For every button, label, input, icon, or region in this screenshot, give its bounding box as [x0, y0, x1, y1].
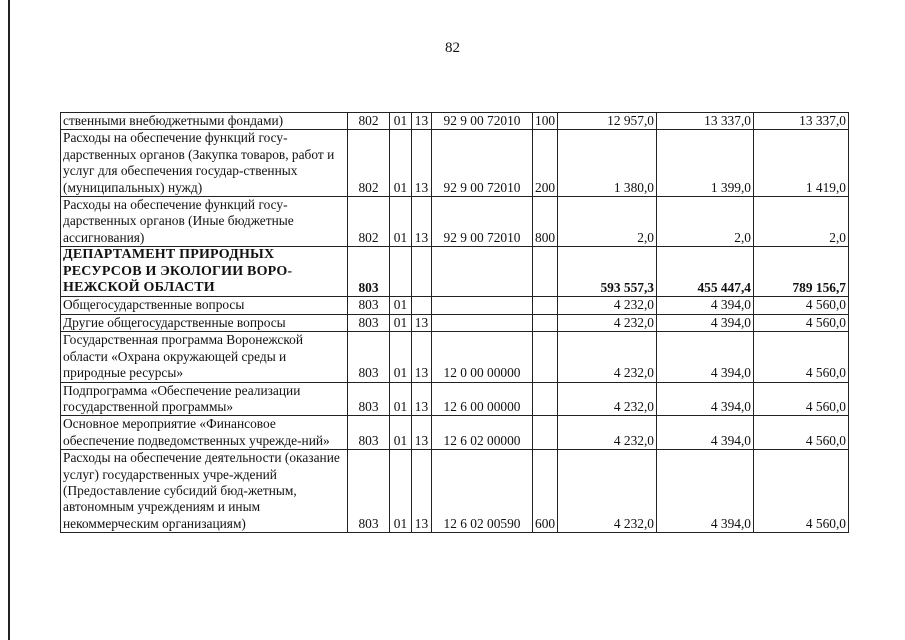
table-row	[61, 382, 849, 416]
row-target-article	[432, 314, 533, 331]
row-expense-type: 600	[533, 450, 558, 533]
row-amount-year3: 4 560,0	[754, 332, 849, 382]
row-amount-year1: 4 232,0	[558, 416, 657, 450]
row-expense-type	[533, 247, 558, 297]
row-ved-code: 803	[348, 382, 390, 416]
row-amount-year2: 13 337,0	[657, 113, 754, 130]
row-section-code: 01	[390, 113, 412, 130]
table-row	[61, 332, 849, 382]
row-expense-type: 800	[533, 197, 558, 247]
row-amount-year1: 4 232,0	[558, 297, 657, 314]
row-name: Расходы на обеспечение функций госу-дарственных органов (Иные бюджетные ассигнования)	[61, 197, 348, 247]
table-row	[61, 113, 849, 130]
row-section-code: 01	[390, 382, 412, 416]
row-section-code: 01	[390, 450, 412, 533]
row-name: Общегосударственные вопросы	[61, 297, 348, 314]
row-expense-type	[533, 332, 558, 382]
row-amount-year3: 4 560,0	[754, 450, 849, 533]
row-amount-year3: 4 560,0	[754, 416, 849, 450]
row-target-article: 12 6 02 00000	[432, 416, 533, 450]
row-subsection-code: 13	[412, 416, 432, 450]
row-amount-year3: 2,0	[754, 197, 849, 247]
row-subsection-code: 13	[412, 332, 432, 382]
row-amount-year1: 4 232,0	[558, 314, 657, 331]
row-ved-code: 803	[348, 332, 390, 382]
row-amount-year2: 4 394,0	[657, 416, 754, 450]
row-amount-year1: 12 957,0	[558, 113, 657, 130]
row-name: Расходы на обеспечение деятельности (оказание услуг) государственных учре-ждений (Предоставление субсидий бюд-жетным, автономным учреждениям и иным некоммерческим организациям)	[61, 450, 348, 533]
row-subsection-code	[412, 247, 432, 297]
row-amount-year3: 4 560,0	[754, 382, 849, 416]
budget-table	[60, 112, 849, 533]
table-row	[61, 314, 849, 331]
table-row	[61, 416, 849, 450]
row-expense-type	[533, 297, 558, 314]
row-expense-type	[533, 314, 558, 331]
row-ved-code: 803	[348, 297, 390, 314]
row-amount-year2: 1 399,0	[657, 130, 754, 197]
row-amount-year2: 4 394,0	[657, 450, 754, 533]
row-amount-year3: 789 156,7	[754, 247, 849, 297]
row-target-article: 92 9 00 72010	[432, 197, 533, 247]
row-amount-year1: 4 232,0	[558, 332, 657, 382]
row-target-article: 12 0 00 00000	[432, 332, 533, 382]
row-amount-year3: 1 419,0	[754, 130, 849, 197]
row-section-code: 01	[390, 314, 412, 331]
row-subsection-code: 13	[412, 314, 432, 331]
row-ved-code: 803	[348, 450, 390, 533]
row-ved-code: 802	[348, 130, 390, 197]
row-subsection-code	[412, 297, 432, 314]
row-section-code: 01	[390, 130, 412, 197]
row-name: Другие общегосударственные вопросы	[61, 314, 348, 331]
row-target-article: 92 9 00 72010	[432, 130, 533, 197]
page-number: 82	[445, 40, 460, 56]
table-row	[61, 197, 849, 247]
row-amount-year1: 4 232,0	[558, 450, 657, 533]
row-name: ДЕПАРТАМЕНТ ПРИРОДНЫХ РЕСУРСОВ И ЭКОЛОГИИ ВОРО-НЕЖСКОЙ ОБЛАСТИ	[61, 247, 348, 297]
row-amount-year1: 1 380,0	[558, 130, 657, 197]
row-subsection-code: 13	[412, 113, 432, 130]
row-amount-year1: 4 232,0	[558, 382, 657, 416]
row-name: Государственная программа Воронежской области «Охрана окружающей среды и природные ресурсы»	[61, 332, 348, 382]
row-ved-code: 802	[348, 113, 390, 130]
row-target-article: 12 6 00 00000	[432, 382, 533, 416]
row-amount-year1: 2,0	[558, 197, 657, 247]
table-row	[61, 130, 849, 197]
row-section-code: 01	[390, 332, 412, 382]
row-subsection-code: 13	[412, 382, 432, 416]
row-section-code: 01	[390, 197, 412, 247]
row-expense-type	[533, 382, 558, 416]
row-subsection-code: 13	[412, 197, 432, 247]
row-amount-year2: 4 394,0	[657, 382, 754, 416]
row-section-code: 01	[390, 297, 412, 314]
row-name: Расходы на обеспечение функций госу-дарственных органов (Закупка товаров, работ и услуг для обеспечения государ-ственных (муниципальных) нужд)	[61, 130, 348, 197]
row-target-article	[432, 297, 533, 314]
row-expense-type	[533, 416, 558, 450]
row-target-article	[432, 247, 533, 297]
row-ved-code: 803	[348, 247, 390, 297]
row-section-code: 01	[390, 416, 412, 450]
row-target-article: 92 9 00 72010	[432, 113, 533, 130]
row-amount-year2: 455 447,4	[657, 247, 754, 297]
scan-left-edge	[8, 0, 10, 640]
row-ved-code: 802	[348, 197, 390, 247]
table-row	[61, 297, 849, 314]
row-amount-year3: 13 337,0	[754, 113, 849, 130]
row-amount-year2: 4 394,0	[657, 314, 754, 331]
row-ved-code: 803	[348, 416, 390, 450]
table-row	[61, 247, 849, 297]
row-amount-year3: 4 560,0	[754, 314, 849, 331]
row-amount-year2: 4 394,0	[657, 332, 754, 382]
row-target-article: 12 6 02 00590	[432, 450, 533, 533]
row-subsection-code: 13	[412, 130, 432, 197]
row-ved-code: 803	[348, 314, 390, 331]
row-expense-type: 200	[533, 130, 558, 197]
row-subsection-code: 13	[412, 450, 432, 533]
row-section-code	[390, 247, 412, 297]
row-amount-year2: 4 394,0	[657, 297, 754, 314]
row-expense-type: 100	[533, 113, 558, 130]
table-row	[61, 450, 849, 533]
row-amount-year1: 593 557,3	[558, 247, 657, 297]
row-name: Подпрограмма «Обеспечение реализации государственной программы»	[61, 382, 348, 416]
row-name: Основное мероприятие «Финансовое обеспечение подведомственных учрежде-ний»	[61, 416, 348, 450]
row-amount-year3: 4 560,0	[754, 297, 849, 314]
row-name: ственными внебюджетными фондами)	[61, 113, 348, 130]
row-amount-year2: 2,0	[657, 197, 754, 247]
